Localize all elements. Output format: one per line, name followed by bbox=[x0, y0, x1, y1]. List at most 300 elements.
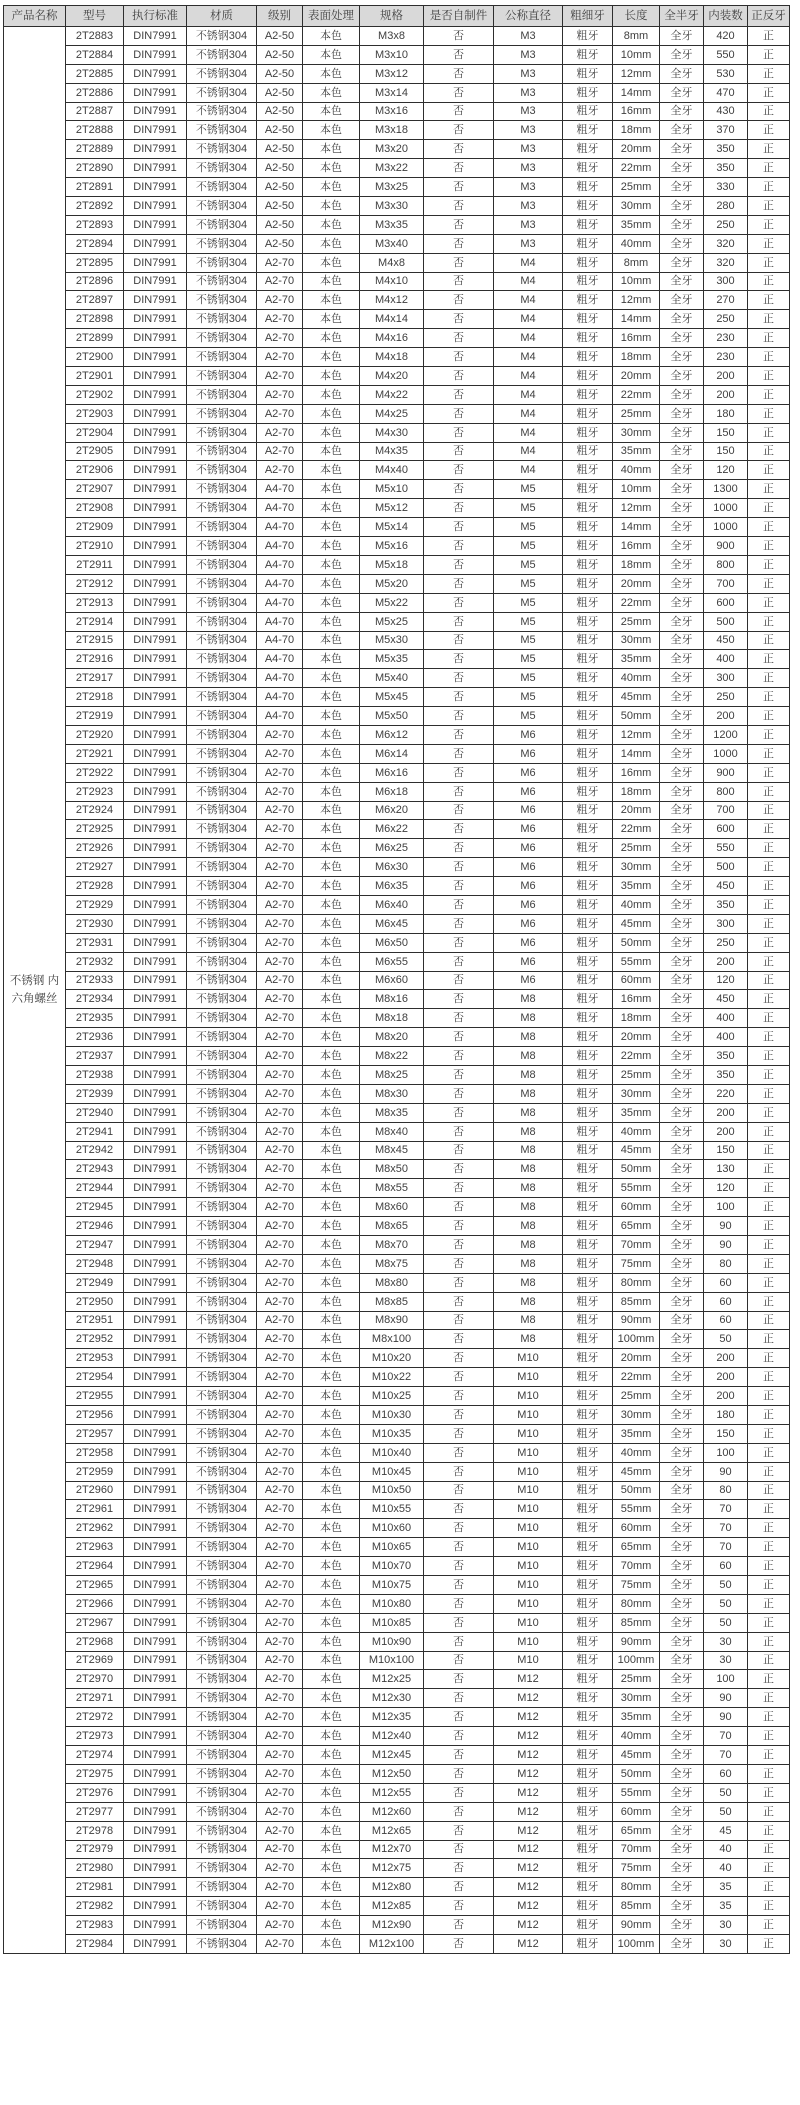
cell-spec: M3x12 bbox=[360, 64, 424, 83]
cell-length: 60mm bbox=[613, 1802, 660, 1821]
cell-grade: A2-70 bbox=[257, 1859, 303, 1878]
cell-thread-pitch: 粗牙 bbox=[563, 1632, 613, 1651]
cell-spec: M5x35 bbox=[360, 650, 424, 669]
cell-thread-coverage: 全牙 bbox=[660, 329, 704, 348]
cell-surface-finish: 本色 bbox=[303, 1424, 360, 1443]
cell-thread-pitch: 粗牙 bbox=[563, 1311, 613, 1330]
cell-thread-coverage: 全牙 bbox=[660, 1670, 704, 1689]
cell-nominal-diameter: M12 bbox=[494, 1821, 563, 1840]
cell-grade: A2-70 bbox=[257, 971, 303, 990]
cell-thread-pitch: 粗牙 bbox=[563, 442, 613, 461]
cell-thread-direction: 正 bbox=[748, 140, 790, 159]
cell-nominal-diameter: M3 bbox=[494, 45, 563, 64]
cell-length: 65mm bbox=[613, 1821, 660, 1840]
cell-pack-quantity: 350 bbox=[704, 140, 748, 159]
cell-self-made-part: 否 bbox=[424, 782, 494, 801]
cell-length: 30mm bbox=[613, 1084, 660, 1103]
cell-model: 2T2906 bbox=[66, 461, 124, 480]
cell-nominal-diameter: M4 bbox=[494, 404, 563, 423]
cell-length: 35mm bbox=[613, 1424, 660, 1443]
cell-thread-direction: 正 bbox=[748, 197, 790, 216]
cell-thread-coverage: 全牙 bbox=[660, 461, 704, 480]
cell-grade: A2-70 bbox=[257, 1217, 303, 1236]
cell-thread-pitch: 粗牙 bbox=[563, 1406, 613, 1425]
cell-standard: DIN7991 bbox=[124, 895, 187, 914]
cell-spec: M6x20 bbox=[360, 801, 424, 820]
header-model: 型号 bbox=[66, 6, 124, 27]
cell-length: 30mm bbox=[613, 858, 660, 877]
cell-length: 25mm bbox=[613, 1387, 660, 1406]
cell-model: 2T2893 bbox=[66, 215, 124, 234]
cell-model: 2T2941 bbox=[66, 1122, 124, 1141]
cell-thread-pitch: 粗牙 bbox=[563, 1443, 613, 1462]
cell-self-made-part: 否 bbox=[424, 1028, 494, 1047]
cell-pack-quantity: 800 bbox=[704, 555, 748, 574]
cell-thread-coverage: 全牙 bbox=[660, 1236, 704, 1255]
cell-grade: A2-70 bbox=[257, 1084, 303, 1103]
cell-pack-quantity: 90 bbox=[704, 1217, 748, 1236]
cell-thread-pitch: 粗牙 bbox=[563, 1557, 613, 1576]
cell-standard: DIN7991 bbox=[124, 1047, 187, 1066]
table-row bbox=[4, 1802, 790, 1821]
cell-thread-pitch: 粗牙 bbox=[563, 1160, 613, 1179]
cell-pack-quantity: 700 bbox=[704, 574, 748, 593]
cell-model: 2T2975 bbox=[66, 1764, 124, 1783]
cell-nominal-diameter: M8 bbox=[494, 1047, 563, 1066]
cell-thread-coverage: 全牙 bbox=[660, 518, 704, 537]
cell-thread-pitch: 粗牙 bbox=[563, 121, 613, 140]
cell-nominal-diameter: M5 bbox=[494, 499, 563, 518]
cell-nominal-diameter: M3 bbox=[494, 197, 563, 216]
cell-thread-direction: 正 bbox=[748, 1613, 790, 1632]
cell-material: 不锈钢304 bbox=[187, 1557, 257, 1576]
cell-surface-finish: 本色 bbox=[303, 1783, 360, 1802]
cell-thread-pitch: 粗牙 bbox=[563, 518, 613, 537]
cell-self-made-part: 否 bbox=[424, 234, 494, 253]
cell-length: 30mm bbox=[613, 631, 660, 650]
cell-standard: DIN7991 bbox=[124, 1651, 187, 1670]
cell-thread-pitch: 粗牙 bbox=[563, 329, 613, 348]
cell-grade: A2-70 bbox=[257, 1311, 303, 1330]
cell-self-made-part: 否 bbox=[424, 159, 494, 178]
cell-grade: A4-70 bbox=[257, 518, 303, 537]
table-row bbox=[4, 763, 790, 782]
cell-model: 2T2981 bbox=[66, 1878, 124, 1897]
cell-thread-pitch: 粗牙 bbox=[563, 1727, 613, 1746]
cell-grade: A4-70 bbox=[257, 650, 303, 669]
cell-length: 50mm bbox=[613, 1160, 660, 1179]
cell-thread-coverage: 全牙 bbox=[660, 1878, 704, 1897]
cell-length: 75mm bbox=[613, 1859, 660, 1878]
cell-self-made-part: 否 bbox=[424, 1557, 494, 1576]
cell-spec: M12x50 bbox=[360, 1764, 424, 1783]
cell-length: 55mm bbox=[613, 1179, 660, 1198]
cell-thread-coverage: 全牙 bbox=[660, 971, 704, 990]
cell-material: 不锈钢304 bbox=[187, 612, 257, 631]
cell-length: 80mm bbox=[613, 1878, 660, 1897]
cell-grade: A2-70 bbox=[257, 442, 303, 461]
cell-nominal-diameter: M10 bbox=[494, 1632, 563, 1651]
header-nominal-diameter: 公称直径 bbox=[494, 6, 563, 27]
cell-nominal-diameter: M4 bbox=[494, 310, 563, 329]
cell-thread-direction: 正 bbox=[748, 1103, 790, 1122]
cell-spec: M5x25 bbox=[360, 612, 424, 631]
cell-self-made-part: 否 bbox=[424, 385, 494, 404]
cell-standard: DIN7991 bbox=[124, 1141, 187, 1160]
cell-thread-direction: 正 bbox=[748, 1198, 790, 1217]
cell-length: 40mm bbox=[613, 895, 660, 914]
cell-material: 不锈钢304 bbox=[187, 253, 257, 272]
table-row bbox=[4, 1028, 790, 1047]
cell-material: 不锈钢304 bbox=[187, 820, 257, 839]
cell-thread-direction: 正 bbox=[748, 518, 790, 537]
cell-grade: A4-70 bbox=[257, 537, 303, 556]
cell-spec: M4x40 bbox=[360, 461, 424, 480]
cell-nominal-diameter: M12 bbox=[494, 1708, 563, 1727]
cell-model: 2T2883 bbox=[66, 27, 124, 46]
cell-thread-coverage: 全牙 bbox=[660, 423, 704, 442]
cell-thread-pitch: 粗牙 bbox=[563, 688, 613, 707]
table-row bbox=[4, 1311, 790, 1330]
table-row bbox=[4, 27, 790, 46]
cell-thread-pitch: 粗牙 bbox=[563, 1481, 613, 1500]
cell-surface-finish: 本色 bbox=[303, 215, 360, 234]
cell-pack-quantity: 500 bbox=[704, 612, 748, 631]
cell-standard: DIN7991 bbox=[124, 329, 187, 348]
cell-self-made-part: 否 bbox=[424, 858, 494, 877]
table-row bbox=[4, 1708, 790, 1727]
cell-grade: A2-70 bbox=[257, 1651, 303, 1670]
cell-material: 不锈钢304 bbox=[187, 385, 257, 404]
cell-spec: M5x45 bbox=[360, 688, 424, 707]
cell-self-made-part: 否 bbox=[424, 423, 494, 442]
header-standard: 执行标准 bbox=[124, 6, 187, 27]
cell-material: 不锈钢304 bbox=[187, 990, 257, 1009]
cell-spec: M10x50 bbox=[360, 1481, 424, 1500]
table-row bbox=[4, 64, 790, 83]
cell-material: 不锈钢304 bbox=[187, 839, 257, 858]
cell-grade: A2-70 bbox=[257, 1840, 303, 1859]
cell-thread-direction: 正 bbox=[748, 1519, 790, 1538]
cell-pack-quantity: 250 bbox=[704, 933, 748, 952]
cell-thread-coverage: 全牙 bbox=[660, 952, 704, 971]
cell-length: 40mm bbox=[613, 234, 660, 253]
cell-length: 30mm bbox=[613, 423, 660, 442]
table-row bbox=[4, 1424, 790, 1443]
cell-spec: M12x90 bbox=[360, 1916, 424, 1935]
cell-pack-quantity: 35 bbox=[704, 1878, 748, 1897]
cell-standard: DIN7991 bbox=[124, 1689, 187, 1708]
cell-standard: DIN7991 bbox=[124, 404, 187, 423]
cell-thread-direction: 正 bbox=[748, 895, 790, 914]
table-row bbox=[4, 197, 790, 216]
cell-thread-direction: 正 bbox=[748, 650, 790, 669]
cell-standard: DIN7991 bbox=[124, 1254, 187, 1273]
cell-material: 不锈钢304 bbox=[187, 215, 257, 234]
cell-spec: M4x14 bbox=[360, 310, 424, 329]
table-row bbox=[4, 593, 790, 612]
cell-spec: M3x40 bbox=[360, 234, 424, 253]
cell-grade: A2-70 bbox=[257, 1821, 303, 1840]
cell-thread-coverage: 全牙 bbox=[660, 1103, 704, 1122]
cell-surface-finish: 本色 bbox=[303, 1443, 360, 1462]
cell-self-made-part: 否 bbox=[424, 1084, 494, 1103]
cell-pack-quantity: 900 bbox=[704, 537, 748, 556]
cell-model: 2T2945 bbox=[66, 1198, 124, 1217]
cell-grade: A2-70 bbox=[257, 1387, 303, 1406]
cell-thread-coverage: 全牙 bbox=[660, 782, 704, 801]
cell-material: 不锈钢304 bbox=[187, 518, 257, 537]
cell-grade: A2-70 bbox=[257, 820, 303, 839]
cell-thread-direction: 正 bbox=[748, 1746, 790, 1765]
cell-pack-quantity: 180 bbox=[704, 404, 748, 423]
cell-pack-quantity: 150 bbox=[704, 442, 748, 461]
cell-thread-coverage: 全牙 bbox=[660, 574, 704, 593]
cell-pack-quantity: 500 bbox=[704, 858, 748, 877]
cell-length: 85mm bbox=[613, 1613, 660, 1632]
cell-material: 不锈钢304 bbox=[187, 310, 257, 329]
cell-standard: DIN7991 bbox=[124, 933, 187, 952]
cell-pack-quantity: 120 bbox=[704, 461, 748, 480]
cell-surface-finish: 本色 bbox=[303, 1103, 360, 1122]
cell-spec: M10x70 bbox=[360, 1557, 424, 1576]
cell-model: 2T2951 bbox=[66, 1311, 124, 1330]
cell-surface-finish: 本色 bbox=[303, 1670, 360, 1689]
cell-self-made-part: 否 bbox=[424, 914, 494, 933]
cell-pack-quantity: 430 bbox=[704, 102, 748, 121]
cell-length: 14mm bbox=[613, 310, 660, 329]
cell-grade: A2-70 bbox=[257, 1519, 303, 1538]
cell-pack-quantity: 450 bbox=[704, 877, 748, 896]
cell-length: 35mm bbox=[613, 1708, 660, 1727]
cell-length: 90mm bbox=[613, 1632, 660, 1651]
cell-thread-coverage: 全牙 bbox=[660, 1047, 704, 1066]
cell-thread-pitch: 粗牙 bbox=[563, 1122, 613, 1141]
cell-standard: DIN7991 bbox=[124, 990, 187, 1009]
cell-spec: M5x22 bbox=[360, 593, 424, 612]
cell-surface-finish: 本色 bbox=[303, 310, 360, 329]
cell-spec: M8x45 bbox=[360, 1141, 424, 1160]
cell-nominal-diameter: M10 bbox=[494, 1406, 563, 1425]
cell-length: 55mm bbox=[613, 952, 660, 971]
cell-spec: M12x70 bbox=[360, 1840, 424, 1859]
cell-thread-direction: 正 bbox=[748, 367, 790, 386]
cell-standard: DIN7991 bbox=[124, 555, 187, 574]
cell-thread-pitch: 粗牙 bbox=[563, 385, 613, 404]
cell-thread-coverage: 全牙 bbox=[660, 1840, 704, 1859]
table-row bbox=[4, 121, 790, 140]
cell-spec: M5x16 bbox=[360, 537, 424, 556]
cell-spec: M5x18 bbox=[360, 555, 424, 574]
cell-self-made-part: 否 bbox=[424, 1481, 494, 1500]
cell-length: 60mm bbox=[613, 1198, 660, 1217]
cell-thread-coverage: 全牙 bbox=[660, 914, 704, 933]
cell-thread-direction: 正 bbox=[748, 1500, 790, 1519]
table-row bbox=[4, 1840, 790, 1859]
header-length: 长度 bbox=[613, 6, 660, 27]
cell-pack-quantity: 300 bbox=[704, 669, 748, 688]
cell-pack-quantity: 270 bbox=[704, 291, 748, 310]
table-row bbox=[4, 1368, 790, 1387]
cell-material: 不锈钢304 bbox=[187, 1254, 257, 1273]
cell-material: 不锈钢304 bbox=[187, 1292, 257, 1311]
cell-grade: A2-70 bbox=[257, 1103, 303, 1122]
cell-material: 不锈钢304 bbox=[187, 1330, 257, 1349]
cell-thread-pitch: 粗牙 bbox=[563, 990, 613, 1009]
cell-surface-finish: 本色 bbox=[303, 1084, 360, 1103]
cell-spec: M3x8 bbox=[360, 27, 424, 46]
cell-self-made-part: 否 bbox=[424, 64, 494, 83]
cell-material: 不锈钢304 bbox=[187, 801, 257, 820]
cell-material: 不锈钢304 bbox=[187, 480, 257, 499]
cell-self-made-part: 否 bbox=[424, 121, 494, 140]
cell-thread-direction: 正 bbox=[748, 1047, 790, 1066]
cell-self-made-part: 否 bbox=[424, 1613, 494, 1632]
cell-thread-direction: 正 bbox=[748, 1406, 790, 1425]
cell-model: 2T2908 bbox=[66, 499, 124, 518]
cell-thread-pitch: 粗牙 bbox=[563, 1103, 613, 1122]
cell-material: 不锈钢304 bbox=[187, 1764, 257, 1783]
cell-material: 不锈钢304 bbox=[187, 669, 257, 688]
cell-grade: A2-50 bbox=[257, 45, 303, 64]
cell-surface-finish: 本色 bbox=[303, 1179, 360, 1198]
cell-material: 不锈钢304 bbox=[187, 1746, 257, 1765]
table-row bbox=[4, 820, 790, 839]
cell-material: 不锈钢304 bbox=[187, 933, 257, 952]
cell-grade: A2-70 bbox=[257, 1424, 303, 1443]
cell-length: 100mm bbox=[613, 1651, 660, 1670]
cell-model: 2T2976 bbox=[66, 1783, 124, 1802]
cell-surface-finish: 本色 bbox=[303, 1859, 360, 1878]
cell-grade: A2-70 bbox=[257, 1594, 303, 1613]
cell-length: 25mm bbox=[613, 1065, 660, 1084]
cell-thread-coverage: 全牙 bbox=[660, 64, 704, 83]
cell-grade: A4-70 bbox=[257, 480, 303, 499]
cell-model: 2T2935 bbox=[66, 1009, 124, 1028]
cell-surface-finish: 本色 bbox=[303, 404, 360, 423]
cell-self-made-part: 否 bbox=[424, 1934, 494, 1953]
cell-nominal-diameter: M4 bbox=[494, 442, 563, 461]
cell-model: 2T2920 bbox=[66, 725, 124, 744]
cell-material: 不锈钢304 bbox=[187, 1708, 257, 1727]
cell-thread-direction: 正 bbox=[748, 858, 790, 877]
cell-spec: M12x40 bbox=[360, 1727, 424, 1746]
cell-surface-finish: 本色 bbox=[303, 1141, 360, 1160]
cell-thread-direction: 正 bbox=[748, 159, 790, 178]
cell-length: 45mm bbox=[613, 1141, 660, 1160]
cell-spec: M3x22 bbox=[360, 159, 424, 178]
cell-grade: A2-50 bbox=[257, 140, 303, 159]
cell-grade: A2-70 bbox=[257, 461, 303, 480]
cell-length: 14mm bbox=[613, 83, 660, 102]
cell-surface-finish: 本色 bbox=[303, 650, 360, 669]
cell-nominal-diameter: M10 bbox=[494, 1500, 563, 1519]
cell-thread-pitch: 粗牙 bbox=[563, 971, 613, 990]
cell-thread-pitch: 粗牙 bbox=[563, 1594, 613, 1613]
cell-thread-coverage: 全牙 bbox=[660, 1538, 704, 1557]
cell-model: 2T2900 bbox=[66, 348, 124, 367]
cell-pack-quantity: 320 bbox=[704, 234, 748, 253]
cell-spec: M8x65 bbox=[360, 1217, 424, 1236]
cell-material: 不锈钢304 bbox=[187, 1236, 257, 1255]
cell-spec: M4x12 bbox=[360, 291, 424, 310]
table-row bbox=[4, 1538, 790, 1557]
cell-surface-finish: 本色 bbox=[303, 348, 360, 367]
cell-grade: A2-70 bbox=[257, 1557, 303, 1576]
cell-material: 不锈钢304 bbox=[187, 1670, 257, 1689]
table-row bbox=[4, 1443, 790, 1462]
cell-material: 不锈钢304 bbox=[187, 1273, 257, 1292]
cell-material: 不锈钢304 bbox=[187, 1519, 257, 1538]
cell-thread-pitch: 粗牙 bbox=[563, 1746, 613, 1765]
cell-thread-coverage: 全牙 bbox=[660, 933, 704, 952]
cell-thread-coverage: 全牙 bbox=[660, 858, 704, 877]
cell-thread-direction: 正 bbox=[748, 1840, 790, 1859]
cell-nominal-diameter: M5 bbox=[494, 593, 563, 612]
table-row bbox=[4, 1897, 790, 1916]
cell-surface-finish: 本色 bbox=[303, 537, 360, 556]
cell-model: 2T2934 bbox=[66, 990, 124, 1009]
cell-standard: DIN7991 bbox=[124, 801, 187, 820]
cell-pack-quantity: 70 bbox=[704, 1500, 748, 1519]
cell-nominal-diameter: M5 bbox=[494, 707, 563, 726]
cell-spec: M8x85 bbox=[360, 1292, 424, 1311]
cell-thread-pitch: 粗牙 bbox=[563, 1689, 613, 1708]
cell-thread-coverage: 全牙 bbox=[660, 763, 704, 782]
table-row bbox=[4, 329, 790, 348]
cell-model: 2T2942 bbox=[66, 1141, 124, 1160]
cell-self-made-part: 否 bbox=[424, 140, 494, 159]
cell-pack-quantity: 400 bbox=[704, 650, 748, 669]
table-row bbox=[4, 707, 790, 726]
cell-self-made-part: 否 bbox=[424, 669, 494, 688]
table-row bbox=[4, 178, 790, 197]
cell-thread-coverage: 全牙 bbox=[660, 348, 704, 367]
cell-standard: DIN7991 bbox=[124, 1311, 187, 1330]
cell-material: 不锈钢304 bbox=[187, 744, 257, 763]
cell-surface-finish: 本色 bbox=[303, 1632, 360, 1651]
cell-nominal-diameter: M8 bbox=[494, 1009, 563, 1028]
cell-model: 2T2971 bbox=[66, 1689, 124, 1708]
cell-surface-finish: 本色 bbox=[303, 234, 360, 253]
cell-spec: M12x45 bbox=[360, 1746, 424, 1765]
cell-thread-pitch: 粗牙 bbox=[563, 744, 613, 763]
cell-surface-finish: 本色 bbox=[303, 725, 360, 744]
cell-model: 2T2983 bbox=[66, 1916, 124, 1935]
cell-length: 12mm bbox=[613, 725, 660, 744]
cell-spec: M12x35 bbox=[360, 1708, 424, 1727]
cell-spec: M12x80 bbox=[360, 1878, 424, 1897]
cell-pack-quantity: 200 bbox=[704, 367, 748, 386]
cell-spec: M3x35 bbox=[360, 215, 424, 234]
cell-self-made-part: 否 bbox=[424, 1746, 494, 1765]
cell-thread-coverage: 全牙 bbox=[660, 1859, 704, 1878]
cell-nominal-diameter: M3 bbox=[494, 234, 563, 253]
cell-grade: A2-70 bbox=[257, 1613, 303, 1632]
table-row bbox=[4, 801, 790, 820]
cell-model: 2T2961 bbox=[66, 1500, 124, 1519]
cell-surface-finish: 本色 bbox=[303, 1802, 360, 1821]
table-row bbox=[4, 1670, 790, 1689]
cell-material: 不锈钢304 bbox=[187, 1840, 257, 1859]
cell-self-made-part: 否 bbox=[424, 1141, 494, 1160]
cell-material: 不锈钢304 bbox=[187, 858, 257, 877]
cell-surface-finish: 本色 bbox=[303, 990, 360, 1009]
cell-surface-finish: 本色 bbox=[303, 197, 360, 216]
cell-standard: DIN7991 bbox=[124, 83, 187, 102]
cell-thread-coverage: 全牙 bbox=[660, 537, 704, 556]
cell-thread-direction: 正 bbox=[748, 537, 790, 556]
